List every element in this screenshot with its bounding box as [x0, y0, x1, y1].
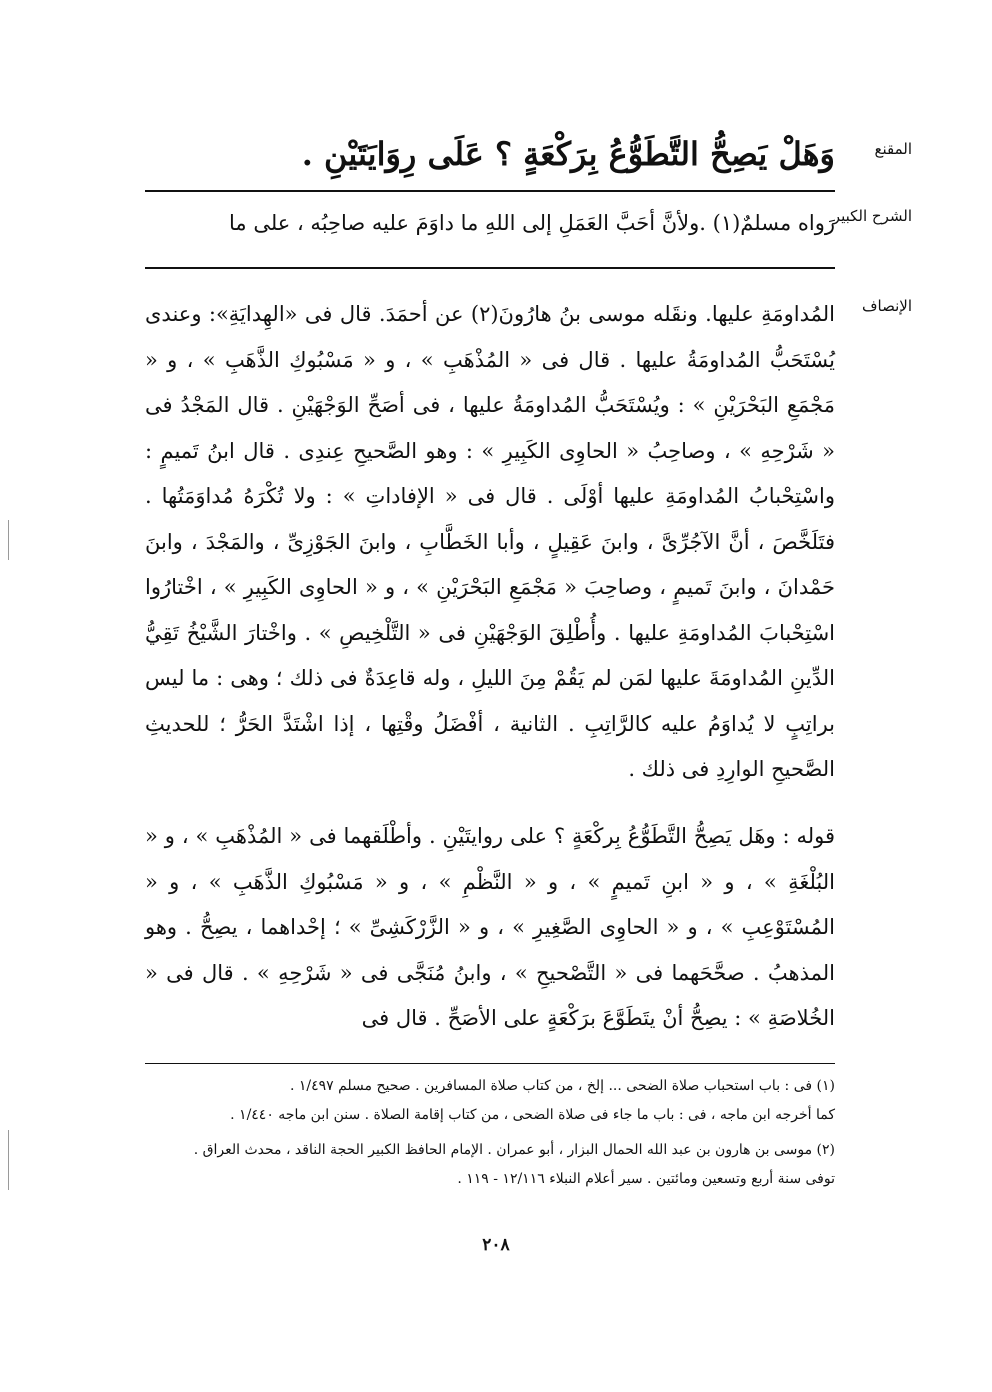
footnote-2-line-2: توفى سنة أربع وتسعين ومائتين . سير أعلام النبلاء ١٢/١١٦ - ١١٩ . — [457, 1171, 835, 1187]
scan-edge-mark — [8, 1130, 9, 1190]
sharh-label: الشرح الكبير — [832, 207, 912, 225]
insaf-label: الإنصاف — [861, 297, 912, 315]
footnote-1-line-1: (١) فى : باب استحباب صلاة الضحى ... إلخ ، من كتاب صلاة المسافرين . صحيح مسلم ١/٤٩٧ . — [289, 1078, 835, 1094]
page-number: ٢٠٨ — [482, 1235, 510, 1255]
sharh-text: رَواه مسلمٌ(١) .ولأنَّ أحَبَّ العَمَلِ إلى اللهِ ما داوَمَ عليه صاحِبُه ، على ما — [229, 211, 835, 235]
footnotes — [145, 1063, 835, 1194]
sharh-divider — [145, 267, 835, 269]
muqni-label: المقنع — [874, 140, 912, 158]
scan-edge-mark — [8, 520, 9, 560]
insaf-text: المُداومَةِ عليها. ونقَله موسى بنُ هارُونَ(٢) عن أحمَدَ. قال فى «الهِدايَةِ»: وعندى يُسْتَحَبُّ المُداومَةُ عليها . قال فى « المُذْهَبِ » ، و « مَسْبُوكِ الذَّهَبِ » ، و « مَجْمَعِ البَحْرَيْنِ » : ويُسْتَحَبُّ المُداومَةُ عليها ، فى أصَحِّ الوَجْهَيْنِ . قال المَجْدُ فى « شَرْحِهِ » ، وصاحِبُ « الحاوِى الكَبِيرِ » : وهو الصَّحيحِ عِندِى . قال ابنُ تَميمٍ : واسْتِحْبابُ المُداومَةِ عليها أوْلَى . قال فى « الإفاداتِ » : ولا تُكْرَهُ مُداوَمَتُها . فتَلَخَّصَ ، أنَّ الآجُرِّىَّ ، وابنَ عَقِيلٍ ، وأبا الخَطَّابِ ، وابنَ الجَوْزِىِّ ، والمَجْدَ ، وابنَ حَمْدانَ ، وابنَ تَميمٍ ، وصاحِبَ « مَجْمَعِ البَحْرَيْنِ » ، و « الحاوِى الكَبِيرِ » ، اخْتارُوا اسْتِحْبابَ المُداومَةِ عليها . وأُطْلِقَ الوَجْهَيْنِ فى « التَّلْخِيصِ » . واخْتارَ الشَّيْخُ تَقِيُّ الدِّينِ المُداومَةَ عليها لمَن لم يَقُمْ مِنَ الليلِ ، وله قاعِدَةٌ فى ذلك ؛ وهى : ما ليس براتِبٍ لا يُداوَمُ عليه كالرَّاتِبِ . الثانية ، أفْضَلُ وقْتِها ، إذا اشْتَدَّ الحَرُّ ؛ للحديثِ الصَّحيحِ الوارِدِ فى ذلك . — [145, 302, 835, 781]
muqni-text: وَهَلْ يَصِحُّ التَّطَوُّعُ بِرَكْعَةٍ ؟ عَلَى رِوَايَتَيْنِ . — [301, 135, 835, 173]
footnote-1-line-2: كما أخرجه ابن ماجه ، فى : باب ما جاء فى صلاة الضحى ، من كتاب إقامة الصلاة . سنن ابن ماجه ١/٤٤٠ . — [230, 1107, 835, 1123]
footnote-2-line-1: (٢) موسى بن هارون بن عبد الله الحمال البزار ، أبو عمران . الإمام الحافظ الكبير الحجة الناقد ، محدث العراق . — [193, 1142, 835, 1158]
muqni-divider — [145, 190, 835, 192]
qawluh-paragraph: قوله : وهَل يَصِحُّ التَّطَوُّعُ بِركْعَةٍ ؟ على روايتَيْنِ . وأطْلَقهما فى « المُذْهَبِ » ، و « البُلْغَةِ » ، و « ابنِ تَميمٍ » ، و « النَّظْمِ » ، و « مَسْبُوكِ الذَّهَبِ » ، و « المُسْتَوْعِبِ » ، و « الحاوِى الصَّغِيرِ » ، و « الزَّرْكَشِىِّ » ؛ إحْداهما ، يصِحُّ . وهو المذهبُ . صحَّحَهما فى « التَّصْحيحِ » ، وابنُ مُنَجَّى فى « شَرْحِهِ » . قال فى « الخُلاصَةِ » : يصِحُّ أنْ يتَطَوَّعَ برَكْعَةٍ على الأصَحِّ . قال فى — [145, 824, 835, 1030]
